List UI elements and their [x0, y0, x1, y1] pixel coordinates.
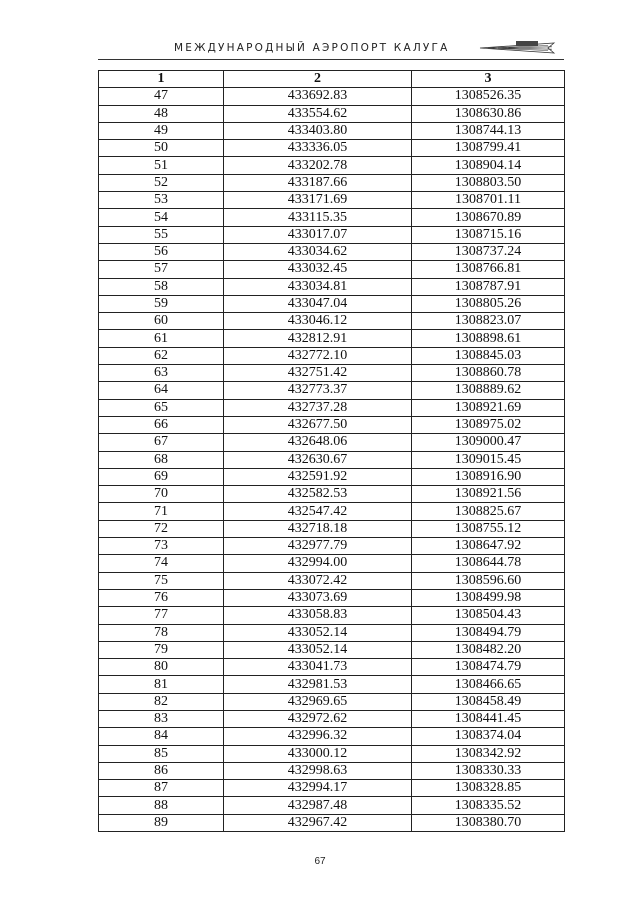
x-coordinate-cell: 432972.62 — [224, 710, 412, 727]
table-row — [99, 468, 565, 485]
y-coordinate-cell: 1308823.07 — [412, 313, 565, 330]
y-coordinate-cell: 1308825.67 — [412, 503, 565, 520]
point-number-cell: 68 — [99, 451, 224, 468]
table-row — [99, 382, 565, 399]
y-coordinate-cell: 1308328.85 — [412, 780, 565, 797]
coordinates-table — [98, 70, 565, 832]
point-number-cell: 48 — [99, 105, 224, 122]
table-row — [99, 572, 565, 589]
x-coordinate-cell: 433187.66 — [224, 174, 412, 191]
table-row — [99, 676, 565, 693]
y-coordinate-cell: 1308335.52 — [412, 797, 565, 814]
point-number-cell: 54 — [99, 209, 224, 226]
y-coordinate-cell: 1308737.24 — [412, 243, 565, 260]
x-coordinate-cell: 433041.73 — [224, 659, 412, 676]
point-number-cell: 65 — [99, 399, 224, 416]
x-coordinate-cell: 432981.53 — [224, 676, 412, 693]
point-number-cell: 51 — [99, 157, 224, 174]
table-row — [99, 347, 565, 364]
point-number-cell: 63 — [99, 365, 224, 382]
table-row — [99, 192, 565, 209]
x-coordinate-cell: 433336.05 — [224, 140, 412, 157]
table-row — [99, 313, 565, 330]
point-number-cell: 74 — [99, 555, 224, 572]
y-coordinate-cell: 1308458.49 — [412, 693, 565, 710]
table-row — [99, 157, 565, 174]
x-coordinate-cell: 432547.42 — [224, 503, 412, 520]
column-header: 3 — [412, 71, 565, 88]
y-coordinate-cell: 1308380.70 — [412, 814, 565, 831]
point-number-cell: 82 — [99, 693, 224, 710]
x-coordinate-cell: 433403.80 — [224, 122, 412, 139]
point-number-cell: 84 — [99, 728, 224, 745]
y-coordinate-cell: 1308482.20 — [412, 641, 565, 658]
table-row — [99, 88, 565, 105]
x-coordinate-cell: 432737.28 — [224, 399, 412, 416]
y-coordinate-cell: 1308596.60 — [412, 572, 565, 589]
point-number-cell: 87 — [99, 780, 224, 797]
y-coordinate-cell: 1308803.50 — [412, 174, 565, 191]
x-coordinate-cell: 432718.18 — [224, 520, 412, 537]
x-coordinate-cell: 433032.45 — [224, 261, 412, 278]
table-row — [99, 503, 565, 520]
y-coordinate-cell: 1308799.41 — [412, 140, 565, 157]
table-row — [99, 399, 565, 416]
point-number-cell: 89 — [99, 814, 224, 831]
y-coordinate-cell: 1308499.98 — [412, 589, 565, 606]
point-number-cell: 85 — [99, 745, 224, 762]
point-number-cell: 66 — [99, 416, 224, 433]
x-coordinate-cell: 432996.32 — [224, 728, 412, 745]
y-coordinate-cell: 1308921.69 — [412, 399, 565, 416]
table-row — [99, 174, 565, 191]
table-row — [99, 261, 565, 278]
y-coordinate-cell: 1308787.91 — [412, 278, 565, 295]
x-coordinate-cell: 432967.42 — [224, 814, 412, 831]
table-row — [99, 520, 565, 537]
table-row — [99, 278, 565, 295]
x-coordinate-cell: 432773.37 — [224, 382, 412, 399]
point-number-cell: 88 — [99, 797, 224, 814]
x-coordinate-cell: 433017.07 — [224, 226, 412, 243]
x-coordinate-cell: 433047.04 — [224, 295, 412, 312]
table-row — [99, 451, 565, 468]
x-coordinate-cell: 433073.69 — [224, 589, 412, 606]
table-row — [99, 710, 565, 727]
y-coordinate-cell: 1308474.79 — [412, 659, 565, 676]
table-row — [99, 486, 565, 503]
point-number-cell: 81 — [99, 676, 224, 693]
x-coordinate-cell: 433202.78 — [224, 157, 412, 174]
y-coordinate-cell: 1308630.86 — [412, 105, 565, 122]
x-coordinate-cell: 433052.14 — [224, 641, 412, 658]
y-coordinate-cell: 1308342.92 — [412, 745, 565, 762]
x-coordinate-cell: 432998.63 — [224, 762, 412, 779]
page-number: 67 — [314, 856, 326, 867]
x-coordinate-cell: 432969.65 — [224, 693, 412, 710]
y-coordinate-cell: 1308904.14 — [412, 157, 565, 174]
y-coordinate-cell: 1308526.35 — [412, 88, 565, 105]
point-number-cell: 69 — [99, 468, 224, 485]
table-row — [99, 140, 565, 157]
point-number-cell: 55 — [99, 226, 224, 243]
x-coordinate-cell: 432994.00 — [224, 555, 412, 572]
table-row — [99, 295, 565, 312]
table-row — [99, 330, 565, 347]
x-coordinate-cell: 432582.53 — [224, 486, 412, 503]
y-coordinate-cell: 1308494.79 — [412, 624, 565, 641]
y-coordinate-cell: 1308647.92 — [412, 538, 565, 555]
x-coordinate-cell: 432677.50 — [224, 416, 412, 433]
y-coordinate-cell: 1308755.12 — [412, 520, 565, 537]
table-row — [99, 728, 565, 745]
x-coordinate-cell: 433554.62 — [224, 105, 412, 122]
point-number-cell: 83 — [99, 710, 224, 727]
point-number-cell: 86 — [99, 762, 224, 779]
point-number-cell: 78 — [99, 624, 224, 641]
point-number-cell: 58 — [99, 278, 224, 295]
point-number-cell: 49 — [99, 122, 224, 139]
table-row — [99, 365, 565, 382]
y-coordinate-cell: 1308715.16 — [412, 226, 565, 243]
point-number-cell: 53 — [99, 192, 224, 209]
header-rule — [98, 59, 564, 60]
table-row — [99, 538, 565, 555]
point-number-cell: 70 — [99, 486, 224, 503]
table-header-row — [99, 71, 565, 88]
point-number-cell: 75 — [99, 572, 224, 589]
y-coordinate-cell: 1308860.78 — [412, 365, 565, 382]
table-row — [99, 416, 565, 433]
y-coordinate-cell: 1308921.56 — [412, 486, 565, 503]
point-number-cell: 67 — [99, 434, 224, 451]
point-number-cell: 60 — [99, 313, 224, 330]
point-number-cell: 52 — [99, 174, 224, 191]
x-coordinate-cell: 432987.48 — [224, 797, 412, 814]
table-row — [99, 555, 565, 572]
table-row — [99, 762, 565, 779]
point-number-cell: 57 — [99, 261, 224, 278]
table-row — [99, 209, 565, 226]
y-coordinate-cell: 1308889.62 — [412, 382, 565, 399]
y-coordinate-cell: 1308441.45 — [412, 710, 565, 727]
point-number-cell: 71 — [99, 503, 224, 520]
y-coordinate-cell: 1308898.61 — [412, 330, 565, 347]
x-coordinate-cell: 432630.67 — [224, 451, 412, 468]
point-number-cell: 59 — [99, 295, 224, 312]
table-row — [99, 659, 565, 676]
table-row — [99, 122, 565, 139]
point-number-cell: 47 — [99, 88, 224, 105]
header-title: МЕЖДУНАРОДНЫЙ АЭРОПОРТ КАЛУГА — [174, 42, 450, 54]
x-coordinate-cell: 432751.42 — [224, 365, 412, 382]
point-number-cell: 76 — [99, 589, 224, 606]
point-number-cell: 50 — [99, 140, 224, 157]
x-coordinate-cell: 433046.12 — [224, 313, 412, 330]
x-coordinate-cell: 432772.10 — [224, 347, 412, 364]
x-coordinate-cell: 432648.06 — [224, 434, 412, 451]
y-coordinate-cell: 1308701.11 — [412, 192, 565, 209]
table-row — [99, 745, 565, 762]
x-coordinate-cell: 433171.69 — [224, 192, 412, 209]
table-body — [99, 88, 565, 832]
point-number-cell: 77 — [99, 607, 224, 624]
table-row — [99, 607, 565, 624]
table-row — [99, 780, 565, 797]
point-number-cell: 80 — [99, 659, 224, 676]
table-row — [99, 105, 565, 122]
y-coordinate-cell: 1308766.81 — [412, 261, 565, 278]
x-coordinate-cell: 433115.35 — [224, 209, 412, 226]
page-header — [98, 38, 564, 60]
y-coordinate-cell: 1308670.89 — [412, 209, 565, 226]
y-coordinate-cell: 1308330.33 — [412, 762, 565, 779]
y-coordinate-cell: 1308374.04 — [412, 728, 565, 745]
y-coordinate-cell: 1309015.45 — [412, 451, 565, 468]
x-coordinate-cell: 433052.14 — [224, 624, 412, 641]
x-coordinate-cell: 432994.17 — [224, 780, 412, 797]
y-coordinate-cell: 1308504.43 — [412, 607, 565, 624]
point-number-cell: 62 — [99, 347, 224, 364]
x-coordinate-cell: 433692.83 — [224, 88, 412, 105]
table-row — [99, 589, 565, 606]
x-coordinate-cell: 432591.92 — [224, 468, 412, 485]
y-coordinate-cell: 1308805.26 — [412, 295, 565, 312]
y-coordinate-cell: 1308644.78 — [412, 555, 565, 572]
table-row — [99, 641, 565, 658]
y-coordinate-cell: 1308744.13 — [412, 122, 565, 139]
point-number-cell: 79 — [99, 641, 224, 658]
y-coordinate-cell: 1309000.47 — [412, 434, 565, 451]
x-coordinate-cell: 432977.79 — [224, 538, 412, 555]
table-row — [99, 693, 565, 710]
point-number-cell: 73 — [99, 538, 224, 555]
point-number-cell: 72 — [99, 520, 224, 537]
x-coordinate-cell: 433034.62 — [224, 243, 412, 260]
column-header: 2 — [224, 71, 412, 88]
point-number-cell: 61 — [99, 330, 224, 347]
column-header: 1 — [99, 71, 224, 88]
x-coordinate-cell: 433072.42 — [224, 572, 412, 589]
point-number-cell: 56 — [99, 243, 224, 260]
x-coordinate-cell: 432812.91 — [224, 330, 412, 347]
x-coordinate-cell: 433058.83 — [224, 607, 412, 624]
table-row — [99, 243, 565, 260]
y-coordinate-cell: 1308466.65 — [412, 676, 565, 693]
x-coordinate-cell: 433000.12 — [224, 745, 412, 762]
table-row — [99, 226, 565, 243]
table-row — [99, 814, 565, 831]
y-coordinate-cell: 1308845.03 — [412, 347, 565, 364]
y-coordinate-cell: 1308916.90 — [412, 468, 565, 485]
y-coordinate-cell: 1308975.02 — [412, 416, 565, 433]
x-coordinate-cell: 433034.81 — [224, 278, 412, 295]
table-row — [99, 797, 565, 814]
table-row — [99, 434, 565, 451]
point-number-cell: 64 — [99, 382, 224, 399]
table-row — [99, 624, 565, 641]
airplane-wing-logo-icon — [478, 40, 556, 56]
